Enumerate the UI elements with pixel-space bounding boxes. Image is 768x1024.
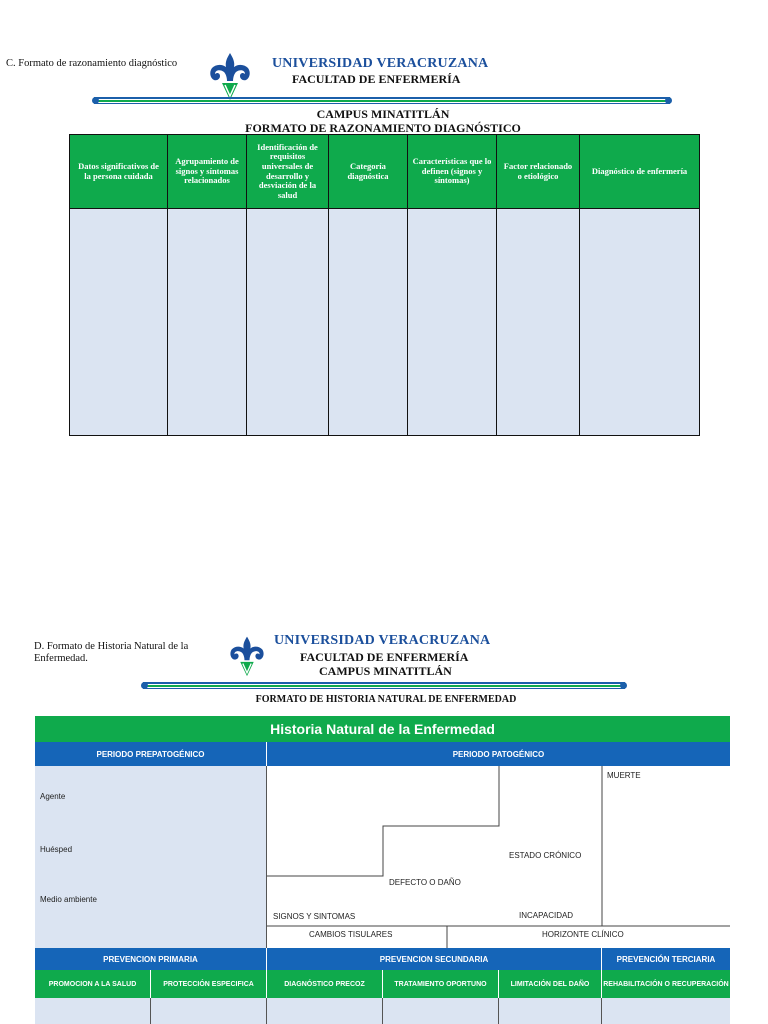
subcol-diagnostico: DIAGNÓSTICO PRECOZ	[267, 970, 383, 998]
table-column	[168, 135, 247, 435]
column-cell[interactable]	[168, 209, 246, 435]
cell-rehabilitacion[interactable]	[602, 998, 730, 1024]
column-cell[interactable]	[408, 209, 496, 435]
period-pathogenic: PERIODO PATOGÉNICO	[267, 742, 730, 766]
stage-incapacidad: INCAPACIDAD	[519, 911, 574, 920]
pre-item-agente: Agente	[40, 792, 66, 801]
pre-item-huesped: Huésped	[40, 845, 73, 854]
subcol-proteccion: PROTECCIÓN ESPECIFICA	[151, 970, 267, 998]
column-cell[interactable]	[247, 209, 328, 435]
campus-name: CAMPUS MINATITLÁN	[319, 664, 452, 678]
cell-limitacion[interactable]	[499, 998, 602, 1024]
column-cell[interactable]	[70, 209, 167, 435]
pre-item-medio: Medio ambiente	[40, 895, 97, 904]
prevencion-primaria: PREVENCION PRIMARIA	[35, 948, 267, 970]
faculty-name: FACULTAD DE ENFERMERÍA	[300, 650, 469, 664]
stage-cambios: CAMBIOS TISULARES	[309, 930, 393, 939]
subcol-limitacion: LIMITACIÓN DEL DAÑO	[499, 970, 602, 998]
table-column	[329, 135, 408, 435]
uv-logo-icon	[226, 634, 268, 678]
column-header: Factor relacionado o etiológico	[497, 135, 579, 209]
university-name: UNIVERSIDAD VERACRUZANA	[274, 633, 491, 648]
table-column	[70, 135, 168, 435]
column-header: Características que lo definen (signos y síntomas)	[408, 135, 496, 209]
stage-defecto: DEFECTO O DAÑO	[389, 878, 461, 887]
table-column	[408, 135, 497, 435]
column-cell[interactable]	[329, 209, 407, 435]
table-column	[497, 135, 580, 435]
section-c-intro: C. Formato de razonamiento diagnóstico	[6, 58, 178, 69]
university-name: UNIVERSIDAD VERACRUZANA	[272, 56, 489, 71]
column-header: Agrupamiento de signos y síntomas relacionados	[168, 135, 246, 209]
faculty-name: FACULTAD DE ENFERMERÍA	[292, 72, 461, 86]
column-cell[interactable]	[497, 209, 579, 435]
column-header: Diagnóstico de enfermería	[580, 135, 699, 209]
table-column	[580, 135, 699, 435]
subcol-promocion: PROMOCION A LA SALUD	[35, 970, 151, 998]
stage-estado-cronico: ESTADO CRÓNICO	[509, 851, 582, 860]
prevencion-secundaria: PREVENCION SECUNDARIA	[267, 948, 602, 970]
format-title: FORMATO DE HISTORIA NATURAL DE ENFERMEDAD	[255, 694, 517, 705]
column-cell[interactable]	[580, 209, 699, 435]
period-prepathogenic: PERIODO PREPATOGÉNICO	[35, 742, 267, 766]
column-header: Categoría diagnóstica	[329, 135, 407, 209]
cell-promocion[interactable]	[35, 998, 151, 1024]
header-rule	[94, 95, 670, 107]
stage-signos: SIGNOS Y SINTOMAS	[273, 912, 356, 921]
cell-proteccion[interactable]	[151, 998, 267, 1024]
subcol-tratamiento: TRATAMIENTO OPORTUNO	[383, 970, 499, 998]
column-header: Datos significativos de la persona cuidada	[70, 135, 167, 209]
diagnostic-reasoning-table	[69, 134, 700, 436]
stage-muerte: MUERTE	[607, 771, 641, 780]
prepathogenic-panel	[35, 766, 267, 948]
column-header: Identificación de requisitos universales de desarrollo y desviación de la salud	[247, 135, 328, 209]
prevencion-terciaria: PREVENCIÓN TERCIARIA	[602, 948, 730, 970]
natural-history-table	[35, 716, 730, 1024]
campus-name: CAMPUS MINATITLÁN	[316, 107, 450, 121]
subcol-rehabilitacion: REHABILITACIÓN O RECUPERACIÓN	[602, 970, 730, 998]
table-title: Historia Natural de la Enfermedad	[35, 716, 730, 742]
section-d-intro: D. Formato de Historia Natural de la Enfermedad.	[34, 641, 189, 665]
header-rule	[143, 680, 625, 692]
cell-diagnostico[interactable]	[267, 998, 383, 1024]
format-title: FORMATO DE RAZONAMIENTO DIAGNÓSTICO	[245, 121, 521, 135]
stage-horizonte: HORIZONTE CLÍNICO	[542, 930, 624, 939]
table-column	[247, 135, 329, 435]
cell-tratamiento[interactable]	[383, 998, 499, 1024]
